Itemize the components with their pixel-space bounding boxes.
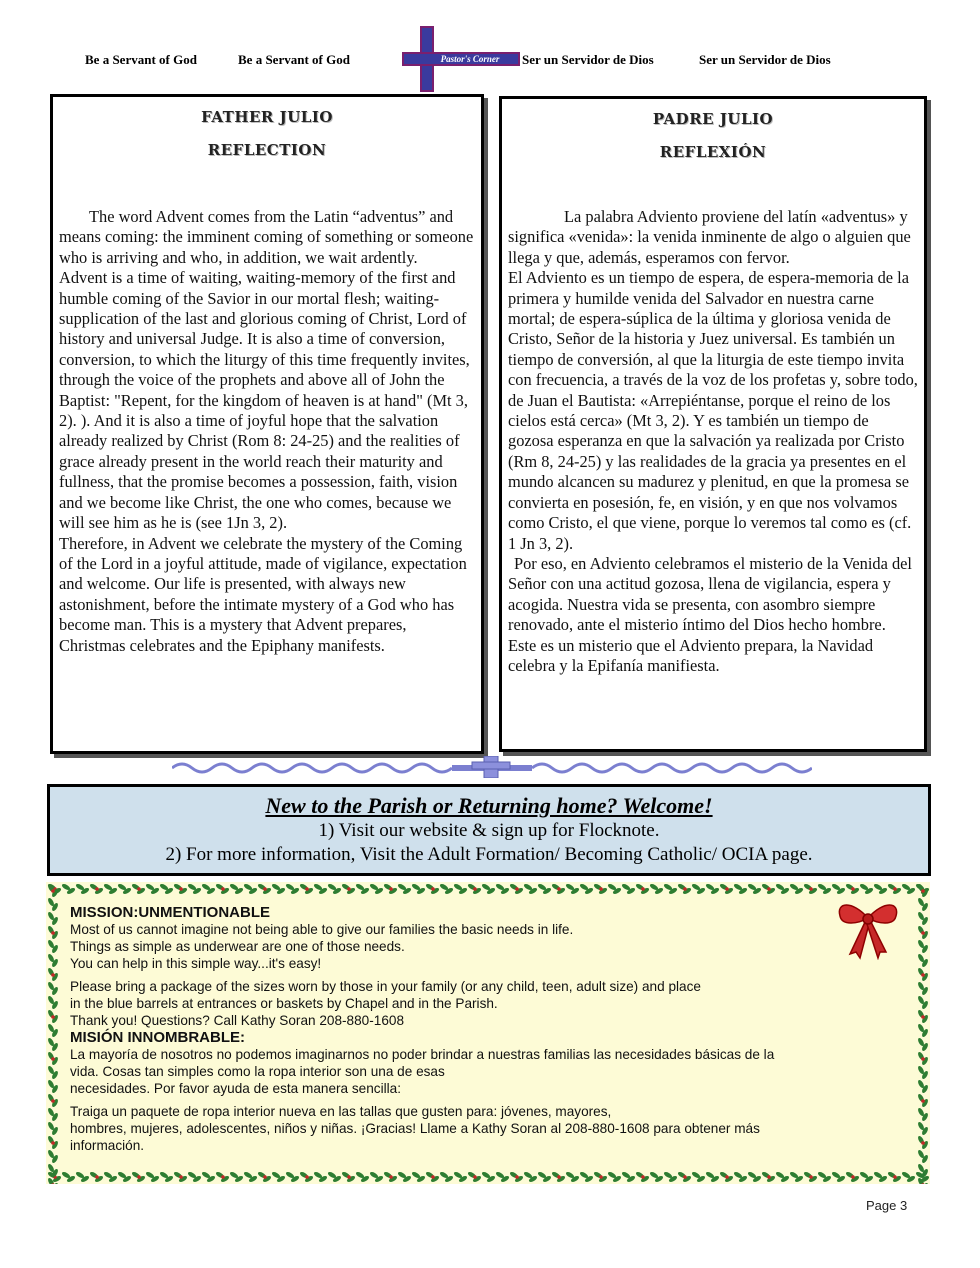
mission-es-line-2: vida. Cosas tan simples como la ropa interior son una de esas (70, 1064, 445, 1079)
spanish-paragraph-2: El Adviento es un tiempo de espera, de espera-memoria de la primera y humilde venida del Salvador en nuestra carne mortal; de espera-súplica de la última y gloriosa venida de Cristo, Señor de la historia y Juez universal. Es también un tiempo de conversión, al que la liturgia de este tiempo invita con frecuencia, a través de la voz de los profetas y, sobre todo, de Juan el Bautista: «Arrepiéntanse, porque el reino de los cielos está cerca» (Mt 3, 2). Y es también un tiempo de gozosa esperanza en que la salvación ya realizada por Cristo (Rm 8, 24-25) y las realidades de la gracia ya presentes en el mundo alcancen su madurez y plenitud, en que la promesa se convierta en posesión, fe, en visión, y en que nos volvamos como Cristo, el que viene, porque lo veremos tal como es (cf. 1 Jn 3, 2). (508, 268, 918, 553)
mission-en-line-5: in the blue barrels at entrances or baskets by Chapel and in the Parish. (70, 996, 498, 1011)
header-text-left-1: Be a Servant of God (85, 52, 197, 67)
spanish-paragraph-3: Por eso, en Adviento celebramos el misterio de la Venida del Señor con una actitud gozosa, llena de vigilancia, espera y acogida. Nuestra vida se presenta, con asombro siempre renovado, ante el misterio íntimo del Dios hecho hombre. Este es un misterio que el Adviento prepara, la Navidad celebra y la Epifanía manifiesta. (508, 553, 912, 675)
english-paragraph-1: The word Advent comes from the Latin “adventus” and means coming: the imminent coming of something or someone who is arriving and who, in addition, we wait ardently. (59, 207, 474, 267)
mission-es-line-5: hombres, mujeres, adolescentes, niños y niñas. ¡Gracias! Llame a Kathy Soran al 208-880-1608 para obtener más (70, 1121, 760, 1136)
mission-en-line-1: Most of us cannot imagine not being able to give our families the basic needs in life. (70, 922, 574, 937)
header-text-right-1: Ser un Servidor de Dios (522, 52, 654, 67)
mission-unmentionable-box (46, 882, 930, 1184)
english-title-line-1: FATHER JULIO (201, 108, 333, 126)
mission-en-line-3: You can help in this simple way...it's easy! (70, 956, 322, 971)
spanish-paragraph-1: La palabra Adviento proviene del latín «adventus» y significa «venida»: la venida inminente de algo o alguien que llega y que, además, esperamos con fervor. (508, 207, 911, 267)
spanish-reflection-box (499, 96, 927, 752)
mission-heading-es: MISIÓN INNOMBRABLE: (70, 1029, 245, 1046)
mission-en-line-6: Thank you! Questions? Call Kathy Soran 208-880-1608 (70, 1013, 405, 1028)
spanish-title-line-2: REFLEXIÓN (659, 143, 767, 161)
mission-es-line-6: información. (70, 1138, 145, 1153)
holly-border-left (46, 882, 60, 1184)
spanish-title-line-1: PADRE JULIO (652, 110, 774, 128)
spanish-reflection-text (508, 207, 918, 676)
english-reflection-box (50, 94, 484, 754)
mission-es-line-4: Traiga un paquete de ropa interior nueva en las tallas que gusten para: jóvenes, mayores, (70, 1104, 612, 1119)
mission-es-line-3: necesidades. Por favor ayuda de esta manera sencilla: (70, 1081, 401, 1096)
logo-text: Pastor's Corner (440, 54, 500, 64)
mission-text (70, 904, 906, 1154)
welcome-line-1: 1) Visit our website & sign up for Flocknote. (318, 820, 660, 841)
decorative-divider (172, 756, 812, 778)
pastors-corner-logo (402, 26, 520, 92)
holly-border-bottom (46, 1170, 930, 1184)
mission-heading-en: MISSION:UNMENTIONABLE (70, 904, 270, 921)
header-text-right-2: Ser un Servidor de Dios (699, 52, 831, 67)
welcome-line-2: 2) For more information, Visit the Adult Formation/ Becoming Catholic/ OCIA page. (165, 844, 813, 865)
welcome-title: New to the Parish or Returning home? Welcome! (265, 793, 713, 818)
english-paragraph-3: Therefore, in Advent we celebrate the mystery of the Coming of the Lord in a joyful attitude, made of vigilance, expectation and welcome. Our life is presented, with always new astonishment, before the intimate mystery of a God who has become man. This is a mystery that Advent prepares, Christmas celebrates and the Epiphany manifests. (59, 533, 467, 655)
header-text-left-2: Be a Servant of God (238, 52, 350, 67)
english-paragraph-2: Advent is a time of waiting, waiting-memory of the first and humble coming of the Savior in our mortal flesh; waiting-supplication of the last and glorious coming of Christ, Lord of history and universal Judge. It is also a time of conversion, conversion, to which the liturgy of this time frequently invites, through the voice of the prophets and above all of John the Baptist: "Repent, for the kingdom of heaven is at hand" (Mt 3, 2). ). And it is also a time of joyful hope that the salvation already realized by Christ (Rom 8: 24-25) and the realities of grace already present in the world reach their maturity and fullness, that the promise becomes a possession, faith, vision and we become like Christ, the one who comes, because we will see him as he is (see 1Jn 3, 2). (59, 268, 470, 533)
holly-border-top (46, 882, 930, 896)
welcome-banner (47, 784, 931, 876)
mission-en-line-2: Things as simple as underwear are one of those needs. (70, 939, 405, 954)
page-number: Page 3 (866, 1198, 908, 1213)
mission-es-line-1: La mayoría de nosotros no podemos imaginarnos no poder brindar a nuestras familias las necesidades básicas de la (70, 1047, 775, 1062)
english-reflection-text (59, 207, 475, 656)
mission-en-line-4: Please bring a package of the sizes worn by those in your family (or any child, teen, adult size) and place (70, 979, 701, 994)
holly-border-right (916, 882, 930, 1184)
english-title-line-2: REFLECTION (207, 141, 327, 159)
